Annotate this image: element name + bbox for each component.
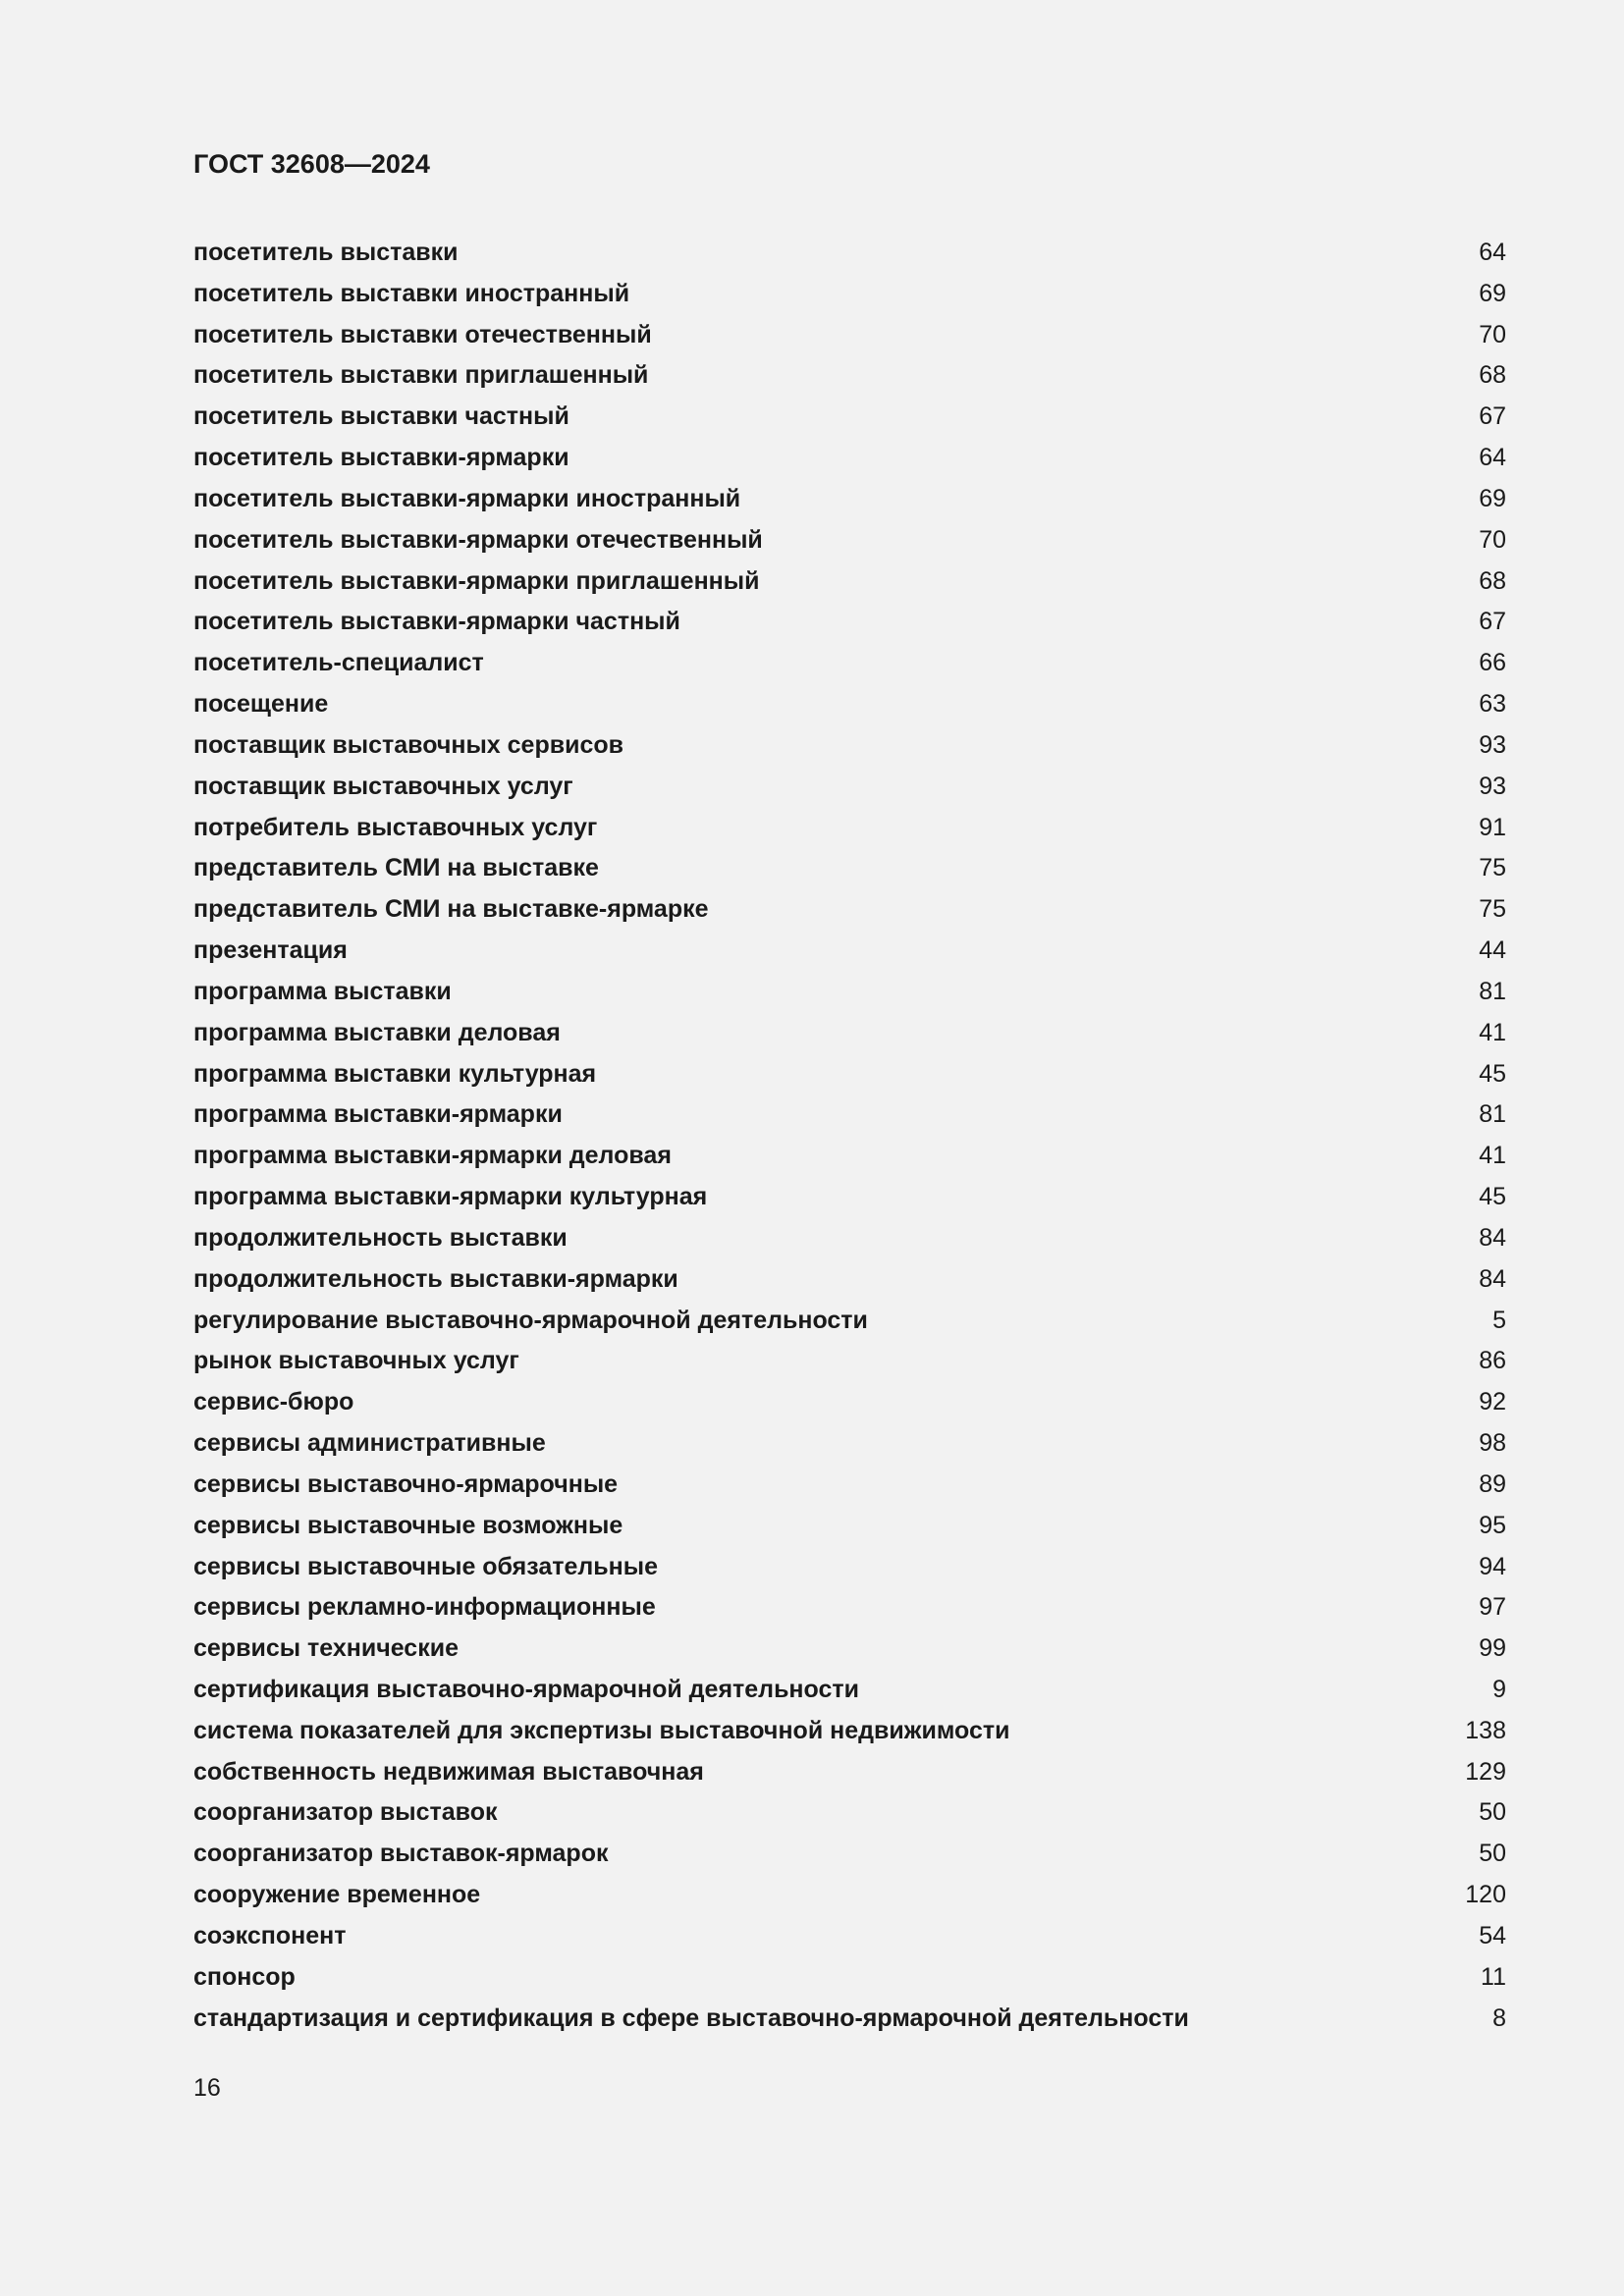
- index-entry: [193, 647, 1506, 688]
- index-term: посетитель выставки отечественный: [193, 320, 652, 348]
- index-term: сервисы выставочные возможные: [193, 1511, 623, 1539]
- index-entry: [193, 1756, 1506, 1797]
- index-page-ref: 97: [1479, 1593, 1506, 1622]
- index-page-ref: 5: [1492, 1306, 1506, 1334]
- index-entry: [193, 1591, 1506, 1632]
- index-entry: [193, 237, 1506, 278]
- index-term: сервисы выставочно-ярмарочные: [193, 1469, 619, 1498]
- index-term: программа выставки: [193, 977, 452, 1005]
- index-entry: [193, 1305, 1506, 1346]
- index-term: поставщик выставочных сервисов: [193, 730, 624, 759]
- index-page-ref: 45: [1479, 1059, 1506, 1088]
- index-term: посетитель выставки-ярмарки иностранный: [193, 484, 741, 512]
- index-page-ref: 75: [1479, 854, 1506, 882]
- index-entry: [193, 893, 1506, 934]
- index-page-ref: 138: [1465, 1716, 1506, 1744]
- index-entry: [193, 400, 1506, 442]
- index-page-ref: 45: [1479, 1183, 1506, 1211]
- index-term: посещение: [193, 690, 329, 719]
- index-entry: [193, 1098, 1506, 1140]
- index-page-ref: 68: [1479, 566, 1506, 595]
- index-entry: [193, 1345, 1506, 1386]
- index-page-ref: 84: [1479, 1223, 1506, 1252]
- index-term: посетитель выставки иностранный: [193, 279, 630, 307]
- index-entry: [193, 1468, 1506, 1510]
- index-entry: [193, 1632, 1506, 1674]
- index-term: программа выставки-ярмарки деловая: [193, 1142, 672, 1170]
- index-term: посетитель выставки частный: [193, 402, 569, 431]
- index-term: система показателей для экспертизы выставочной недвижимости: [193, 1716, 1010, 1744]
- index-term: программа выставки-ярмарки культурная: [193, 1183, 708, 1211]
- index-term: соэкспонент: [193, 1921, 347, 1949]
- index-term: посетитель выставки: [193, 239, 459, 266]
- index-page-ref: 91: [1479, 813, 1506, 841]
- index-page-ref: 44: [1479, 936, 1506, 965]
- index-page-ref: 41: [1479, 1142, 1506, 1170]
- index-term: посетитель выставки приглашенный: [193, 361, 649, 390]
- index-entry: [193, 524, 1506, 565]
- index-term: потребитель выставочных услуг: [193, 813, 598, 841]
- index-page-ref: 69: [1479, 484, 1506, 512]
- index-page-ref: 95: [1479, 1511, 1506, 1539]
- index-page-ref: 50: [1479, 1798, 1506, 1827]
- index-term: продолжительность выставки: [193, 1223, 568, 1252]
- index-term: посетитель выставки-ярмарки отечественный: [193, 525, 763, 554]
- index-entry: [193, 1058, 1506, 1099]
- index-entry: [193, 1140, 1506, 1181]
- index-page-ref: 68: [1479, 361, 1506, 390]
- index-entry: [193, 483, 1506, 524]
- index-entry: [193, 1879, 1506, 1920]
- index-entry: [193, 565, 1506, 607]
- index-page-ref: 89: [1479, 1469, 1506, 1498]
- index-term: сертификация выставочно-ярмарочной деятельности: [193, 1675, 859, 1703]
- index-entry: [193, 359, 1506, 400]
- index-page-ref: 67: [1479, 608, 1506, 636]
- index-entry: [193, 688, 1506, 729]
- index-entry: [193, 606, 1506, 647]
- index-term: посетитель выставки-ярмарки приглашенный: [193, 566, 760, 595]
- index-term: соорганизатор выставок-ярмарок: [193, 1840, 609, 1868]
- index-entry: [193, 1551, 1506, 1592]
- index-term: сервисы административные: [193, 1429, 546, 1458]
- index-page-ref: 93: [1479, 772, 1506, 800]
- index-entry: [193, 729, 1506, 771]
- index-page-ref: 84: [1479, 1264, 1506, 1293]
- index-entry: [193, 1386, 1506, 1427]
- index-entry: [193, 2002, 1506, 2044]
- index-entry: [193, 1961, 1506, 2002]
- index-term: регулирование выставочно-ярмарочной деятельности: [193, 1306, 868, 1334]
- index-entry: [193, 1838, 1506, 1879]
- index-entry: [193, 976, 1506, 1017]
- index-page-ref: 50: [1479, 1840, 1506, 1868]
- index-page-ref: 93: [1479, 730, 1506, 759]
- index-page-ref: 70: [1479, 320, 1506, 348]
- index-page-ref: 81: [1479, 1100, 1506, 1129]
- index-term: рынок выставочных услуг: [193, 1347, 519, 1375]
- document-header: ГОСТ 32608—2024: [193, 149, 430, 179]
- index-term: программа выставки культурная: [193, 1059, 597, 1088]
- index-term: сервисы выставочные обязательные: [193, 1552, 659, 1580]
- index-page-ref: 63: [1479, 690, 1506, 719]
- index-entry: [193, 1017, 1506, 1058]
- index-page-ref: 9: [1492, 1675, 1506, 1703]
- index-page-ref: 66: [1479, 649, 1506, 677]
- index-term: спонсор: [193, 1962, 296, 1991]
- index-entry: [193, 812, 1506, 853]
- index-entry: [193, 442, 1506, 483]
- index-term: презентация: [193, 936, 348, 965]
- index-entry: [193, 934, 1506, 976]
- index-term: сервисы рекламно-информационные: [193, 1593, 656, 1622]
- index-page-ref: 64: [1479, 444, 1506, 472]
- index-term: посетитель выставки-ярмарки: [193, 444, 569, 472]
- index-entry: [193, 1263, 1506, 1305]
- index-term: посетитель выставки-ярмарки частный: [193, 608, 680, 636]
- index-term: программа выставки-ярмарки: [193, 1100, 563, 1129]
- index-page-ref: 75: [1479, 895, 1506, 924]
- alphabetical-index: [193, 237, 1506, 2043]
- index-page-ref: 86: [1479, 1347, 1506, 1375]
- index-term: стандартизация и сертификация в сфере выставочно-ярмарочной деятельности: [193, 2003, 1189, 2032]
- index-term: соорганизатор выставок: [193, 1798, 498, 1827]
- index-entry: [193, 1222, 1506, 1263]
- index-page-ref: 69: [1479, 279, 1506, 307]
- index-entry: [193, 1715, 1506, 1756]
- index-page-ref: 98: [1479, 1429, 1506, 1458]
- page-number: 16: [193, 2074, 221, 2102]
- index-entry: [193, 1510, 1506, 1551]
- index-entry: [193, 771, 1506, 812]
- index-term: продолжительность выставки-ярмарки: [193, 1264, 678, 1293]
- index-page-ref: 64: [1479, 239, 1506, 266]
- index-term: собственность недвижимая выставочная: [193, 1757, 704, 1786]
- index-page-ref: 8: [1492, 2003, 1506, 2032]
- index-entry: [193, 1796, 1506, 1838]
- index-term: представитель СМИ на выставке-ярмарке: [193, 895, 709, 924]
- index-page-ref: 92: [1479, 1388, 1506, 1416]
- index-page-ref: 81: [1479, 977, 1506, 1005]
- index-page-ref: 41: [1479, 1018, 1506, 1046]
- index-term: сооружение временное: [193, 1881, 481, 1909]
- index-page-ref: 99: [1479, 1634, 1506, 1663]
- index-page-ref: 70: [1479, 525, 1506, 554]
- index-entry: [193, 319, 1506, 360]
- index-entry: [193, 1427, 1506, 1468]
- index-page-ref: 67: [1479, 402, 1506, 431]
- index-page-ref: 94: [1479, 1552, 1506, 1580]
- index-entry: [193, 1674, 1506, 1715]
- index-term: поставщик выставочных услуг: [193, 772, 573, 800]
- index-entry: [193, 1181, 1506, 1222]
- index-entry: [193, 852, 1506, 893]
- index-entry: [193, 278, 1506, 319]
- index-page-ref: 11: [1481, 1962, 1506, 1991]
- index-term: сервис-бюро: [193, 1388, 354, 1416]
- index-term: программа выставки деловая: [193, 1018, 561, 1046]
- index-term: представитель СМИ на выставке: [193, 854, 599, 882]
- index-entry: [193, 1920, 1506, 1961]
- index-page-ref: 120: [1465, 1881, 1506, 1909]
- index-page-ref: 129: [1465, 1757, 1506, 1786]
- index-term: сервисы технические: [193, 1634, 459, 1663]
- index-page-ref: 54: [1479, 1921, 1506, 1949]
- index-term: посетитель-специалист: [193, 649, 484, 677]
